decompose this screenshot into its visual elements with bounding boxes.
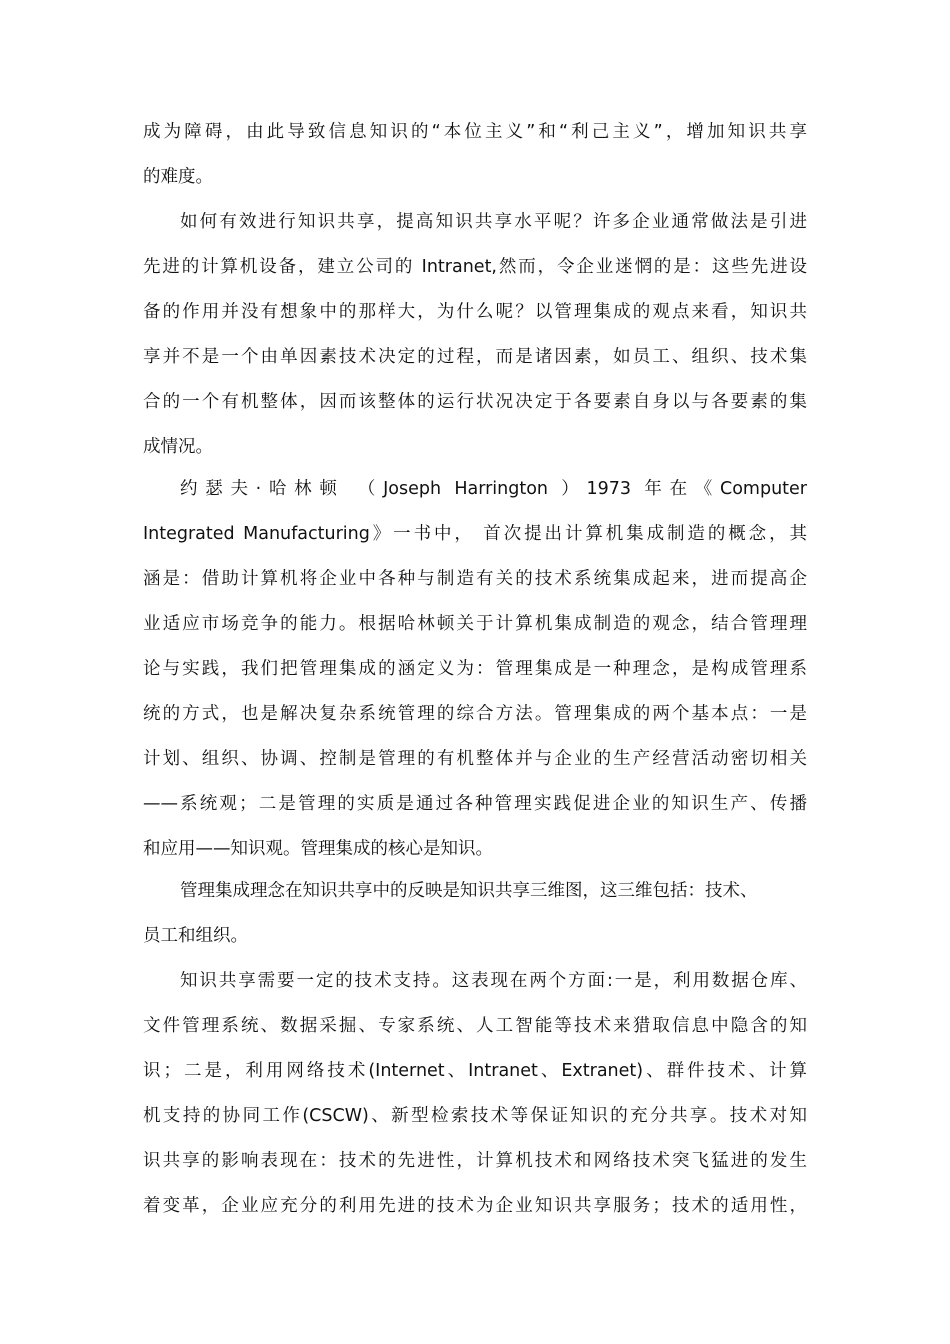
text-line: 如何有效进行知识共享，提高知识共享水平呢？许多企业通常做法是引进 bbox=[180, 212, 807, 232]
text-line: 成为障碍，由此导致信息知识的“本位主义”和“利己主义”，增加知识共享 bbox=[143, 122, 807, 142]
text-line: 的难度。 bbox=[143, 167, 213, 187]
text-line: 员工和组织。 bbox=[143, 926, 248, 946]
text-line: 约瑟夫·哈林顿 （Joseph Harrington ）1973 年在《Computer bbox=[180, 479, 807, 499]
text-line: 论与实践，我们把管理集成的涵定义为：管理集成是一种理念，是构成管理系 bbox=[143, 659, 807, 679]
text-line: 业适应市场竞争的能力。根据哈林顿关于计算机集成制造的观念，结合管理理 bbox=[143, 614, 807, 634]
text-line: 着变革，企业应充分的利用先进的技术为企业知识共享服务；技术的适用性， bbox=[143, 1196, 807, 1216]
text-line: 文件管理系统、数据采掘、专家系统、人工智能等技术来猎取信息中隐含的知 bbox=[143, 1016, 807, 1036]
text-line: 管理集成理念在知识共享中的反映是知识共享三维图，这三维包括：技术、 bbox=[180, 881, 758, 901]
text-line: 享并不是一个由单因素技术决定的过程，而是诸因素，如员工、组织、技术集 bbox=[143, 347, 807, 367]
text-line: 机支持的协同工作(CSCW)、新型检索技术等保证知识的充分共享。技术对知 bbox=[143, 1106, 807, 1126]
text-line: 成情况。 bbox=[143, 437, 213, 457]
text-line: 计划、组织、协调、控制是管理的有机整体并与企业的生产经营活动密切相关 bbox=[143, 749, 807, 769]
text-line: 识；二是，利用网络技术(Internet、Intranet、Extranet)、群件技术、计算 bbox=[143, 1061, 807, 1081]
text-line: ——系统观；二是管理的实质是通过各种管理实践促进企业的知识生产、传播 bbox=[143, 794, 807, 814]
text-line: 合的一个有机整体，因而该整体的运行状况决定于各要素自身以与各要素的集 bbox=[143, 392, 807, 412]
text-line: 和应用——知识观。管理集成的核心是知识。 bbox=[143, 839, 493, 859]
text-line: Integrated Manufacturing》一书中， 首次提出计算机集成制造的概念，其 bbox=[143, 524, 807, 544]
text-line: 统的方式，也是解决复杂系统管理的综合方法。管理集成的两个基本点：一是 bbox=[143, 704, 807, 724]
text-line: 涵是：借助计算机将企业中各种与制造有关的技术系统集成起来，进而提高企 bbox=[143, 569, 807, 589]
text-line: 知识共享需要一定的技术支持。这表现在两个方面:一是，利用数据仓库、 bbox=[180, 971, 807, 991]
text-line: 备的作用并没有想象中的那样大，为什么呢？以管理集成的观点来看，知识共 bbox=[143, 302, 807, 322]
text-line: 先进的计算机设备，建立公司的 Intranet,然而，令企业迷惘的是：这些先进设 bbox=[143, 257, 807, 277]
text-line: 识共享的影响表现在：技术的先进性，计算机技术和网络技术突飞猛进的发生 bbox=[143, 1151, 807, 1171]
